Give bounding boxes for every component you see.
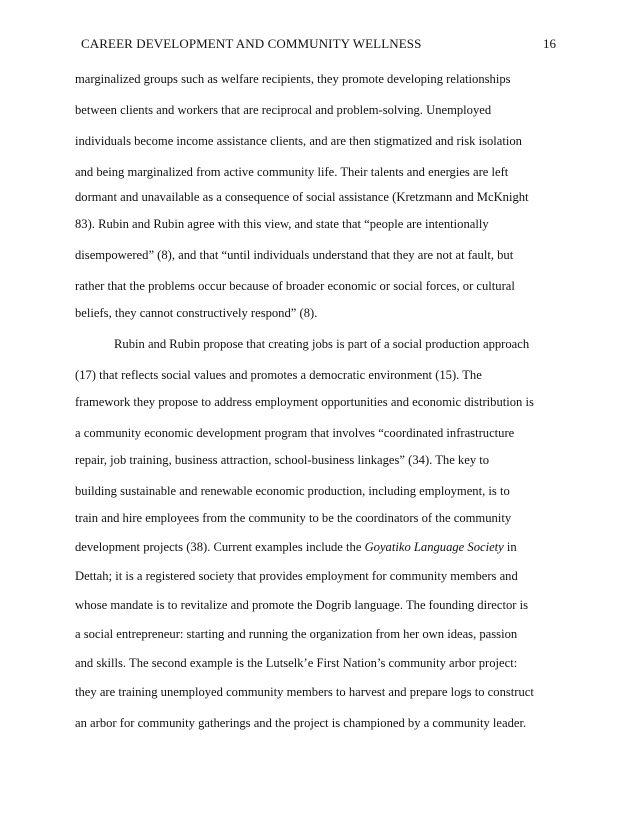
body-line: (17) that reflects social values and promotes a democratic environment (15). The [75,368,482,382]
page-number: 16 [543,36,556,51]
body-line: between clients and workers that are reciprocal and problem-solving. Unemployed [75,103,492,117]
body-line: they are training unemployed community members to harvest and prepare logs to construct [75,685,534,699]
body-line: repair, job training, business attraction, school-business linkages” (34). The key to [75,453,490,467]
body-line: rather that the problems occur because of broader economic or social forces, or cultural [75,279,515,293]
body-line [75,540,517,555]
body-line: a community economic development program that involves “coordinated infrastructure [75,426,515,440]
body-line: beliefs, they cannot constructively respond” (8). [75,306,318,320]
body-line: marginalized groups such as welfare recipients, they promote developing relationships [75,72,511,86]
body-line: disempowered” (8), and that “until individuals understand that they are not at fault, but [75,248,514,262]
body-text: development projects (38). Current examples include the [75,540,365,554]
body-line: dormant and unavailable as a consequence of social assistance (Kretzmann and McKnight [75,190,529,204]
paragraph-first-line: Rubin and Rubin propose that creating jobs is part of a social production approach [114,337,530,351]
body-line: and being marginalized from active community life. Their talents and energies are left [75,165,509,179]
running-head: CAREER DEVELOPMENT AND COMMUNITY WELLNESS [81,36,422,51]
society-name-italic: Goyatiko Language Society [364,540,504,554]
body-line: individuals become income assistance clients, and are then stigmatized and risk isolation [75,134,522,148]
body-line: Dettah; it is a registered society that provides employment for community members and [75,569,518,583]
body-line: a social entrepreneur: starting and running the organization from her own ideas, passion [75,627,518,641]
body-line: building sustainable and renewable economic production, including employment, is to [75,484,510,498]
body-line: 83). Rubin and Rubin agree with this view, and state that “people are intentionally [75,217,489,231]
body-line: train and hire employees from the community to be the coordinators of the community [75,511,512,525]
body-line: framework they propose to address employment opportunities and economic distribution is [75,395,534,409]
body-line: whose mandate is to revitalize and promote the Dogrib language. The founding director is [75,598,529,612]
body-line: and skills. The second example is the Lutselk’e First Nation’s community arbor project: [75,656,518,670]
body-text: in [503,540,517,554]
body-line: an arbor for community gatherings and the project is championed by a community leader. [75,716,527,730]
